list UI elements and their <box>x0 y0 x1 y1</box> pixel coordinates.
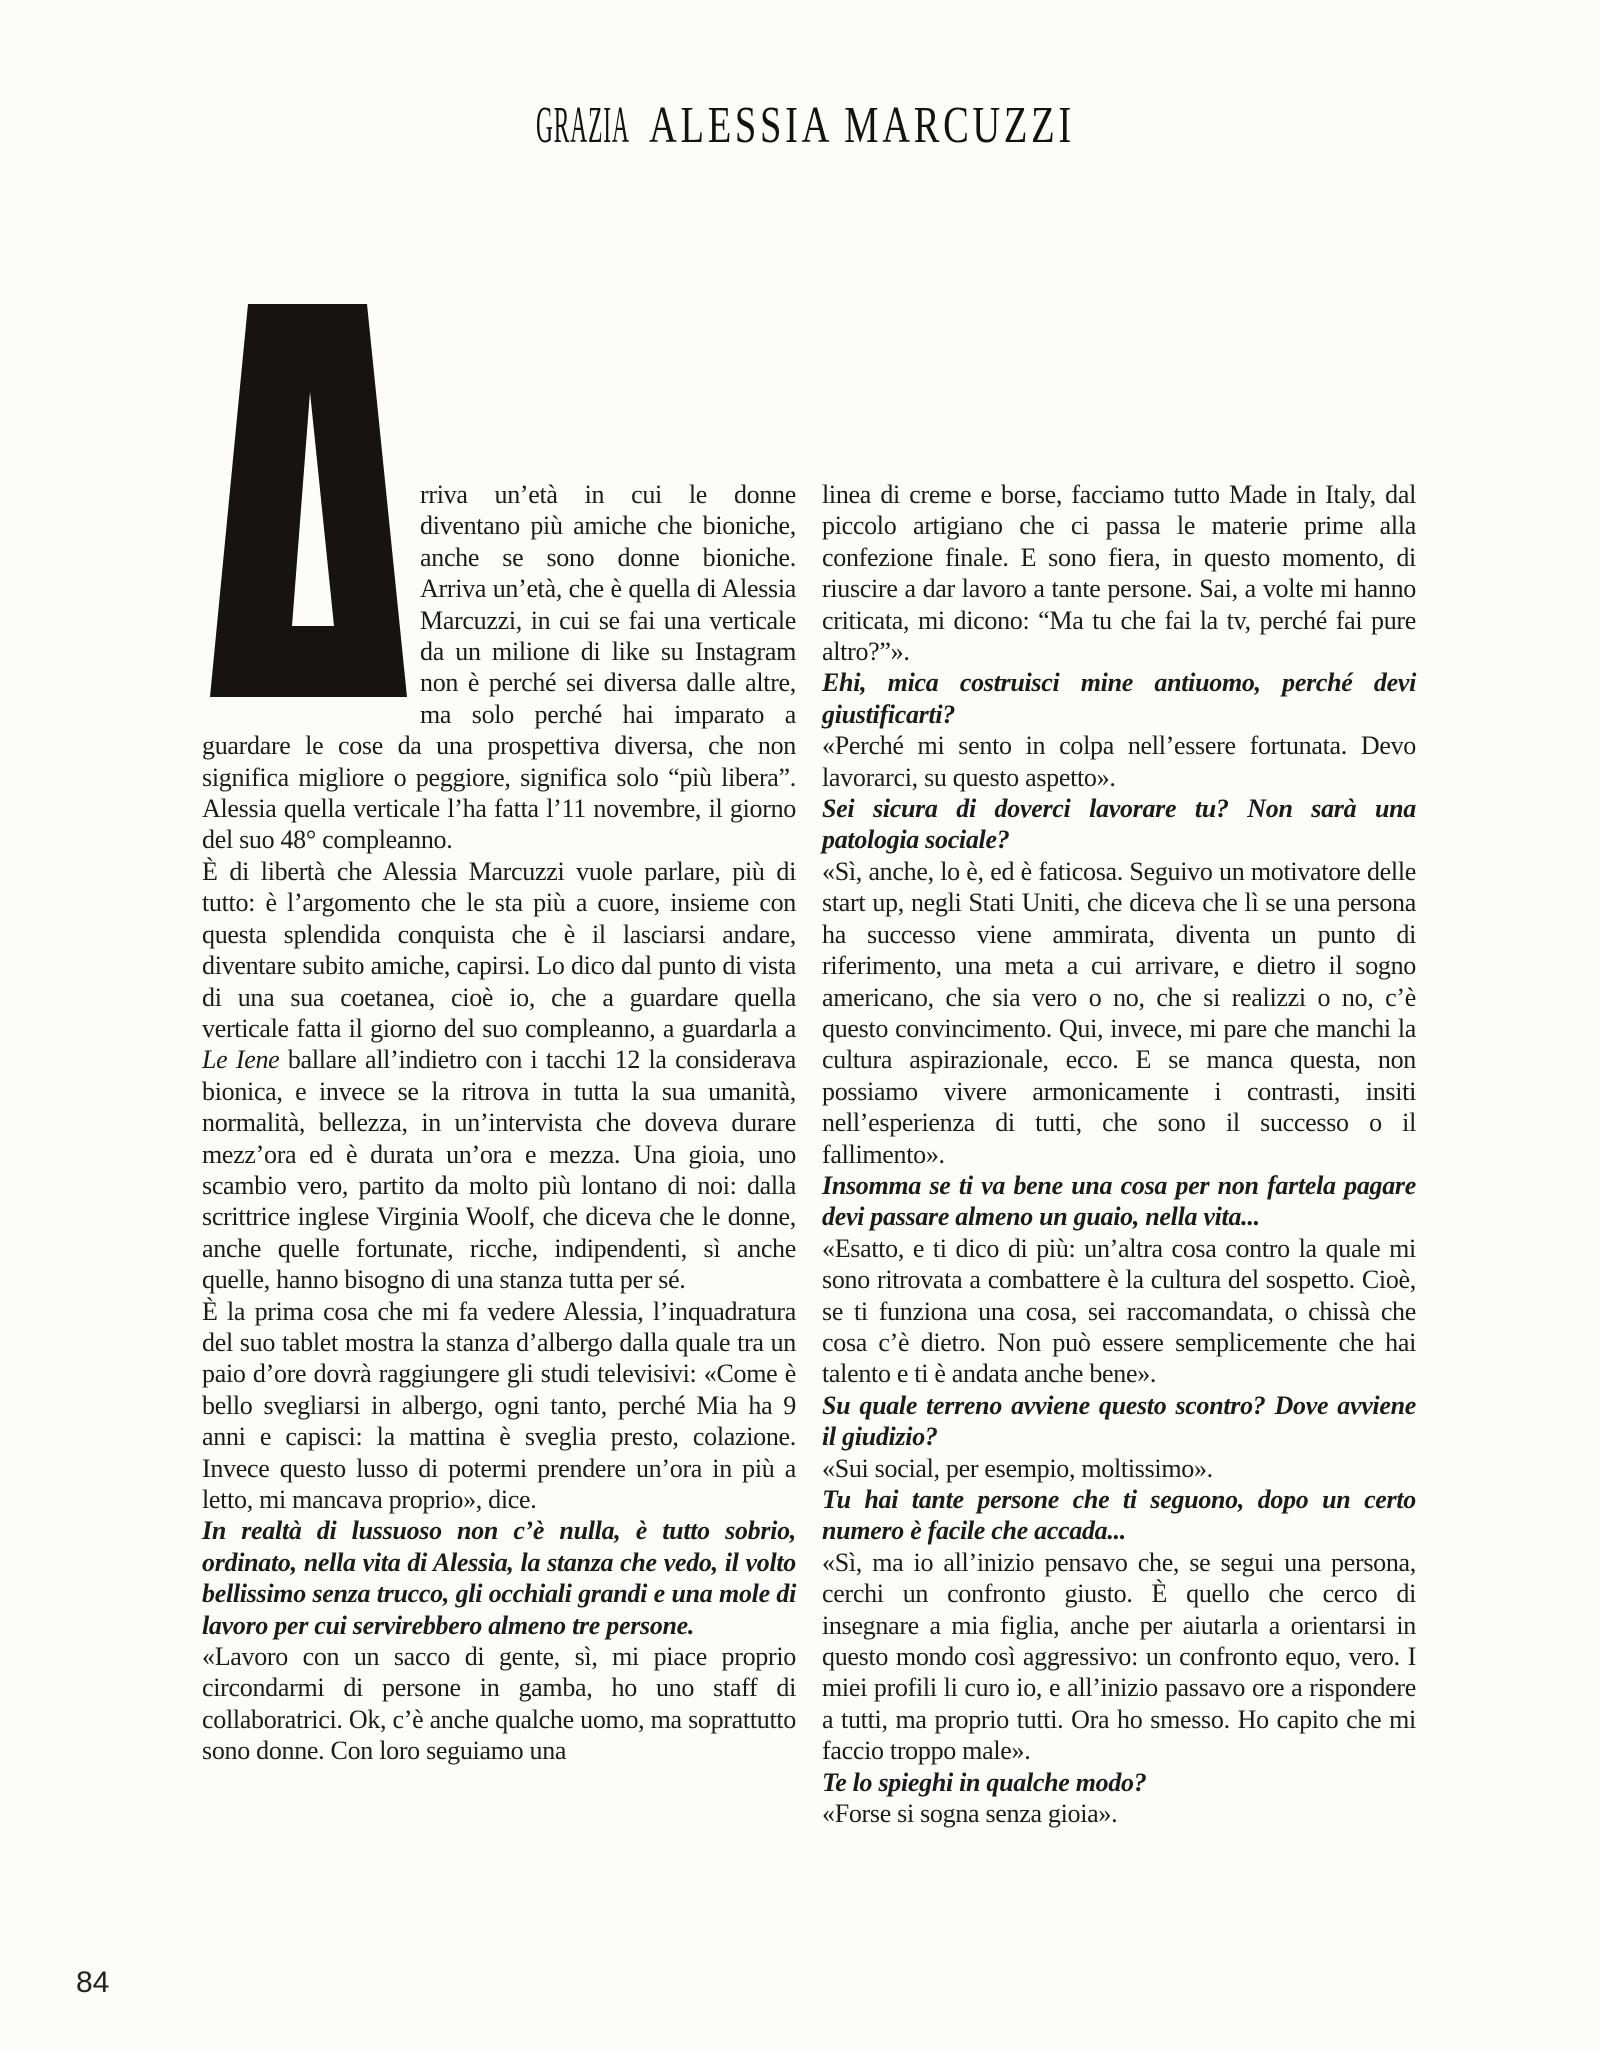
interview-answer: «Esatto, e ti dico di più: un’altra cosa contro la quale mi sono ritrovata a combattere è la cultura del sospetto. Cioè, se ti funziona una cosa, sei raccomandata, o chissà che cosa c’è dietro. Non può essere semplicemente che hai talento e ti è andata anche bene». <box>822 1233 1416 1389</box>
interview-question: Insomma se ti va bene una cosa per non fartela pagare devi passare almeno un guaio, nella vita... <box>822 1170 1416 1232</box>
article-paragraph: È la prima cosa che mi fa vedere Alessia, l’inquadratura del suo tablet mostra la stanza d’albergo dalla quale tra un paio d’ore dovrà raggiungere gli studi televisivi: «Come è bello svegliarsi in albergo, ogni tanto, perché Mia ha 9 anni e capisci: la mattina è sveglia presto, colazione. Invece questo lusso di potermi prendere un’ora in più a letto, mi mancava proprio», dice. <box>202 1296 796 1514</box>
article-paragraph <box>202 856 796 1296</box>
column-1 <box>202 479 796 1829</box>
interview-answer: «Sui social, per esempio, moltissimo». <box>822 1453 1213 1483</box>
drop-cap-letter <box>210 304 407 697</box>
page-number: 84 <box>76 1966 110 1999</box>
interview-answer: «Sì, anche, lo è, ed è faticosa. Seguivo un motivatore delle start up, negli Stati Uniti, che diceva che lì se una persona ha successo viene ammirata, diventa un punto di riferimento, una meta a cui arrivare, e dietro il sogno americano, che sia vero o no, che si realizzi o no, c’è questo convincimento. Qui, invece, mi pare che manchi la cultura aspirazionale, ecco. E se manca questa, non possiamo vivere armonicamente i contrasti, insiti nell’esperienza di tutti, che sono il successo o il fallimento». <box>822 856 1416 1169</box>
interview-question: Su quale terreno avviene questo scontro? Dove avviene il giudizio? <box>822 1390 1416 1452</box>
article-subject-text: ALESSIA MARCUZZI <box>648 97 1075 154</box>
show-title-italic: Le Iene <box>202 1045 280 1075</box>
paragraph-text: È di libertà che Alessia Marcuzzi vuole parlare, più di tutto: è l’argomento che le sta più a cuore, insieme con questa splendida conquista che è il lasciarsi andare, diventare subito amiche, capirsi. Lo dico dal punto di vista di una sua coetanea, cioè io, che a guardare quella verticale fatta il giorno del suo compleanno, a guardarla a <box>202 856 796 1043</box>
interview-answer: «Sì, ma io all’inizio pensavo che, se segui una persona, cerchi un confronto giusto. È quello che cerco di insegnare a mia figlia, anche per aiutarla a orientarsi in questo mondo così aggressivo: un confronto equo, vero. I miei profili li curo io, e all’inizio passavo ore a rispondere a tutti, ma proprio tutti. Ora ho smesso. Ho capito che mi faccio troppo male». <box>822 1547 1416 1766</box>
article-body <box>202 479 1416 1829</box>
interview-question: Tu hai tante persone che ti seguono, dopo un certo numero è facile che accada... <box>822 1485 1416 1546</box>
interview-question: Te lo spieghi in qualche modo? <box>822 1767 1147 1797</box>
paragraph-text: ballare all’indietro con i tacchi 12 la considerava bionica, e invece se la ritrova in tutta la sua umanità, normalità, bellezza, in un’intervista che doveva durare mezz’ora ed è durata un’ora e mezza. Una gioia, uno scambio vero, partito da molto più lontano di noi: dalla scrittrice inglese Virginia Woolf, che diceva che le donne, anche quelle fortunate, ricche, indipendenti, sì anche quelle, hanno bisogno di una stanza tutta per sé. <box>202 1045 796 1295</box>
interview-answer: «Lavoro con un sacco di gente, sì, mi piace proprio circondarmi di persone in gamba, ho uno staff di collaboratrici. Ok, c’è anche qualche uomo, ma soprattutto sono donne. Con loro seguiamo una <box>202 1642 796 1766</box>
interview-answer: «Perché mi sento in colpa nell’essere fortunata. Devo lavorarci, su questo aspetto». <box>822 731 1416 792</box>
interview-answer: «Forse si sogna senza gioia». <box>822 1799 1118 1829</box>
magazine-logo <box>536 96 628 155</box>
article-subject-title <box>648 96 1075 155</box>
drop-cap-a-shape <box>210 304 407 697</box>
magazine-logo-text: GRAZIA <box>535 97 630 154</box>
interview-question: Ehi, mica costruisci mine antiuomo, perché devi giustificarti? <box>822 668 1416 729</box>
page-header <box>0 96 1600 155</box>
interview-answer: linea di creme e borse, facciamo tutto Made in Italy, dal piccolo artigiano che ci passa le materie prime alla confezione finale. E sono fiera, in questo momento, di riuscire a dar lavoro a tante persone. Sai, a volte mi hanno criticata, mi dicono: “Ma tu che fai la tv, perché fai pure altro?”». <box>822 480 1416 667</box>
interview-question: Sei sicura di doverci lavorare tu? Non sarà una patologia sociale? <box>822 794 1416 855</box>
interview-question: In realtà di lussuoso non c’è nulla, è tutto sobrio, ordinato, nella vita di Alessia, la stanza che vedo, il volto bellissimo senza trucco, gli occhiali grandi e una mole di lavoro per cui servirebbero almeno tre persone. <box>202 1516 796 1640</box>
column-2 <box>822 479 1416 1829</box>
opening-text: rriva un’età in cui le donne diventano più amiche che bioniche, anche se sono donne bioniche. Arriva un’età, che è quella di Alessia Marcuzzi, in cui se fai una verticale da un milione di like su Instagram non è perché sei diversa dalle altre, ma solo perché hai imparato a guardare le cose da una prospettiva diversa, che non significa migliore o peggiore, significa solo “più libera”. Alessia quella verticale l’ha fatta l’11 novembre, il giorno del suo 48° compleanno. <box>202 480 796 855</box>
